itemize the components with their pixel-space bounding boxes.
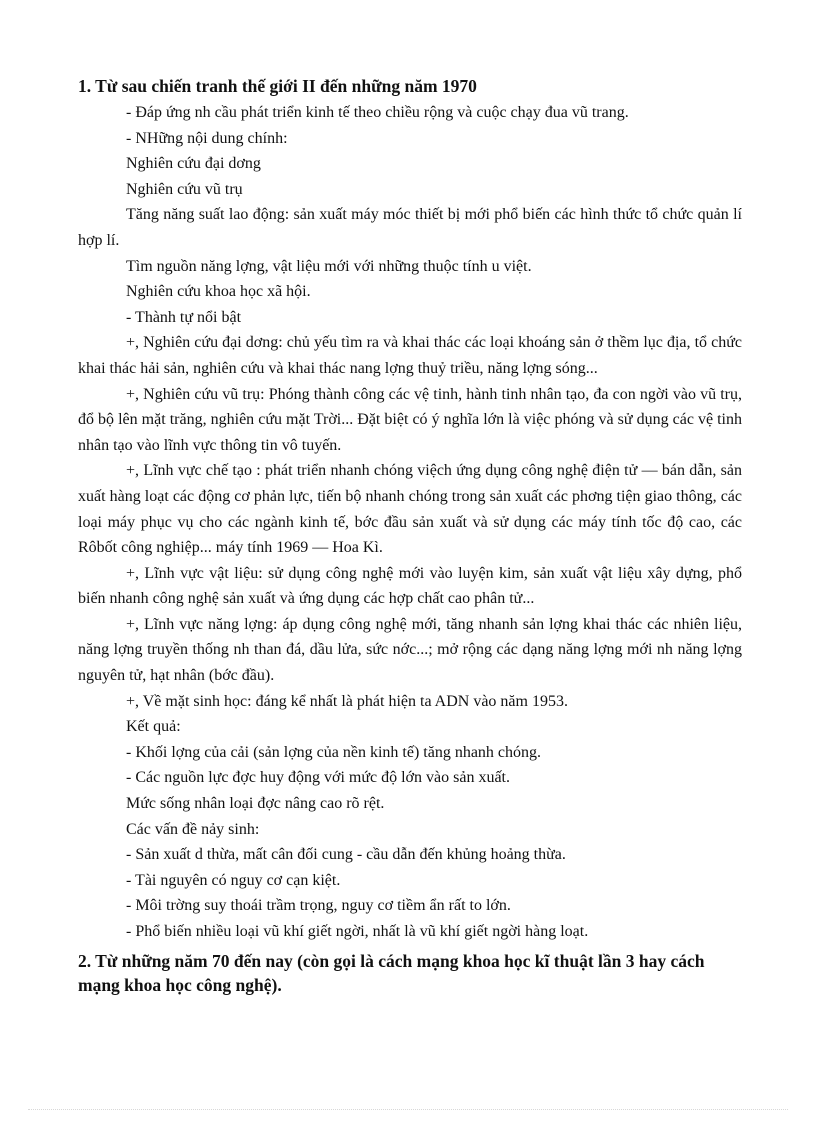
paragraph: - Đáp ứng nh cầu phát triển kinh tế theo chiều rộng và cuộc chạy đua vũ trang. (126, 104, 629, 121)
section-1-heading: 1. Từ sau chiến tranh thế giới II đến những năm 1970 (78, 76, 477, 96)
paragraph: - Sản xuất d thừa, mất cân đối cung - cầu dẫn đến khủng hoảng thừa. (126, 846, 566, 864)
paragraph: +, Nghiên cứu vũ trụ: Phóng thành công các vệ tinh, hành tinh nhân tạo, đa con ngời vào vũ trụ, đổ bộ lên mặt trăng, nghiên cứu mặt Trời... Đặt biệt có ý nghĩa lớn là việc phóng và sử dụng các vệ tinh nhân tạo vào lĩnh vực thông tin vô tuyến. (78, 385, 742, 454)
paragraph: Nghiên cứu đại dơng (126, 155, 261, 173)
paragraph: +, Về mặt sinh học: đáng kể nhất là phát hiện ta ADN vào năm 1953. (126, 692, 568, 710)
paragraph: Mức sống nhân loại đợc nâng cao rõ rệt. (126, 795, 385, 813)
paragraph: - Khối lợng của cải (sản lợng của nền kinh tế) tăng nhanh chóng. (126, 743, 542, 761)
paragraph: Tìm nguồn năng lợng, vật liệu mới với những thuộc tính u việt. (126, 257, 532, 275)
paragraph: Nghiên cứu khoa học xã hội. (126, 283, 311, 301)
paragraph: - Phổ biến nhiều loại vũ khí giết ngời, nhất là vũ khí giết ngời hàng loạt. (126, 923, 589, 940)
paragraph: +, Lĩnh vực năng lợng: áp dụng công nghệ mới, tăng nhanh sản lợng khai thác các nhiên liệu, năng lợng truyền thống nh than đá, dầu lửa, sức nớc...; mở rộng các dạng năng lợng mới nh năng lợng nguyên tử, hạt nhân (bớc đầu). (78, 615, 742, 685)
paragraph: - Thành tự nổi bật (126, 308, 242, 326)
paragraph: - Các nguồn lực đợc huy động với mức độ lớn vào sản xuất. (126, 769, 510, 787)
paragraph: Nghiên cứu vũ trụ (126, 180, 243, 198)
paragraph: +, Lĩnh vực chế tạo : phát triển nhanh chóng việch ứng dụng công nghệ điện tử — bán dẫn, sản xuất hàng loạt các động cơ phản lực, tiến bộ nhanh chóng trong sản xuất các phơng tiện giao thông, các loại máy phục vụ cho các ngành kinh tế, bớc đầu sản xuất và sử dụng các máy tính tốc độ cao, các Rôbốt công nghiệp... máy tính 1969 — Hoa Kì. (78, 462, 742, 557)
paragraph: Kết quả: (126, 718, 181, 736)
paragraph: - Tài nguyên có nguy cơ cạn kiệt. (126, 871, 341, 889)
document-page (78, 74, 742, 997)
paragraph: Tăng năng suất lao động: sản xuất máy móc thiết bị mới phổ biến các hình thức tổ chức quản lí hợp lí. (78, 206, 742, 249)
paragraph: Các vấn đề nảy sinh: (126, 820, 260, 838)
section-2-heading: 2. Từ những năm 70 đến nay (còn gọi là cách mạng khoa học kĩ thuật lần 3 hay cách mạng khoa học công nghệ). (78, 950, 705, 995)
paragraph: - Môi trờng suy thoái trầm trọng, nguy cơ tiềm ẩn rất to lớn. (126, 897, 511, 915)
paragraph: +, Lĩnh vực vật liệu: sử dụng công nghệ mới vào luyện kim, sản xuất vật liệu xây dựng, phổ biến nhanh công nghệ sản xuất và ứng dụng các hợp chất cao phân tử... (78, 564, 742, 608)
paragraph: +, Nghiên cứu đại dơng: chủ yếu tìm ra và khai thác các loại khoáng sản ở thềm lục địa, tổ chức khai thác hải sản, nghiên cứu và khai thác nang lợng thuỷ triều, năng lợng sóng... (78, 334, 742, 377)
paragraph: - NHững nội dung chính: (126, 129, 288, 147)
page-bottom-divider (28, 1109, 788, 1110)
